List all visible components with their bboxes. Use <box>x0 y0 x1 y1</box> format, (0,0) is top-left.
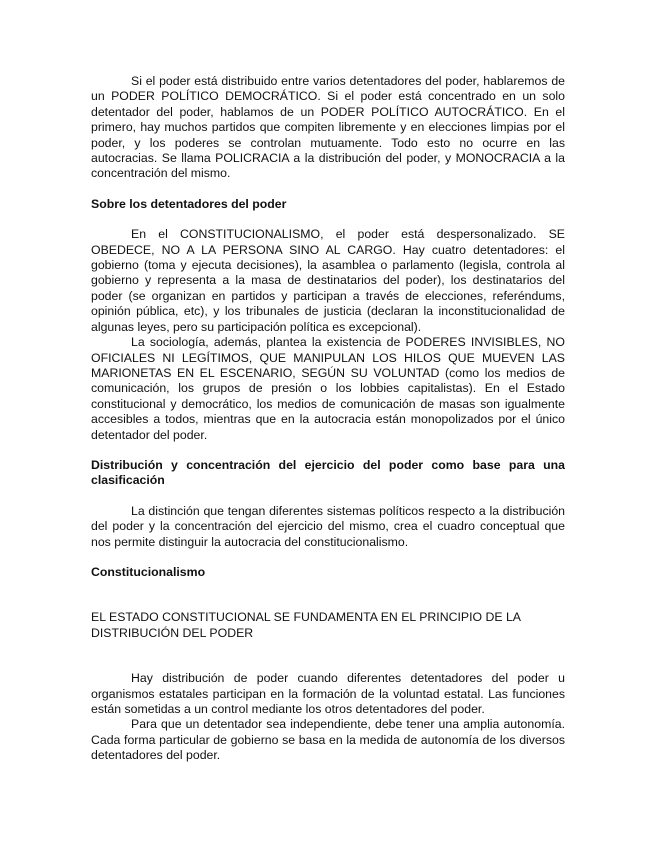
paragraph-4: La distinción que tengan diferentes sistemas políticos respecto a la distribución del poder y la concentración del ejercicio del mismo, crea el cuadro conceptual que nos permite distinguir la autocracia del constitucionalismo. <box>91 503 565 549</box>
principle-statement: EL ESTADO CONSTITUCIONAL SE FUNDAMENTA EN EL PRINCIPIO DE LA DISTRIBUCIÓN DEL PODER <box>91 610 521 640</box>
paragraph-1: Si el poder está distribuido entre varios detentadores del poder, hablaremos de un PODER POLÍTICO DEMOCRÁTICO. Si el poder está concentrado en un solo detentador del poder, hablamos de un PODER POLÍTICO AUTOCRÁTICO. En el primero, hay muchos partidos que compiten libremente y en elecciones limpias por el poder, y los poderes se controlan mutuamente. Todo esto no ocurre en las autocracias. Se llama POLICRACIA a la distribución del poder, y MONOCRACIA a la concentración del mismo. <box>91 74 565 181</box>
heading-distribucion: Distribución y concentración del ejercicio del poder como base para una clasificación <box>91 457 565 488</box>
paragraph-2: En el CONSTITUCIONALISMO, el poder está despersonalizado. SE OBEDECE, NO A LA PERSONA SINO AL CARGO. Hay cuatro detentadores: el gobierno (toma y ejecuta decisiones), la asamblea o parlamento (legisla, controla al gobierno y representa a la masa de destinatarios del poder), los destinatarios del poder (se organizan en partidos y participan a través de elecciones, referéndums, opinión pública, etc), y los tribunales de justicia (declaran la inconstitucionalidad de algunas leyes, pero su participación política es excepcional). <box>91 227 565 334</box>
paragraph-5: Hay distribución de poder cuando diferentes detentadores del poder u organismos estatales participan en la formación de la voluntad estatal. Las funciones están sometidas a un control mediante los otros detentadores del poder. <box>91 671 565 716</box>
heading-detentadores: Sobre los detentadores del poder <box>91 196 287 211</box>
paragraph-6: Para que un detentador sea independiente, debe tener una amplia autonomía. Cada forma particular de gobierno se basa en la medida de autonomía de los diversos detentadores del poder. <box>91 717 565 763</box>
heading-constitucionalismo: Constitucionalismo <box>91 564 206 579</box>
paragraph-3: La sociología, además, plantea la existencia de PODERES INVISIBLES, NO OFICIALES NI LEGÍTIMOS, QUE MANIPULAN LOS HILOS QUE MUEVEN LAS MARIONETAS EN EL ESCENARIO, SEGÚN SU VOLUNTAD (como los medios de comunicación, los grupos de presión o los lobbies capitalistas). En el Estado constitucional y democrático, los medios de comunicación de masas son igualmente accesibles a todos, mientras que en la autocracia están monopolizados por el único detentador del poder. <box>91 335 565 442</box>
document-page <box>91 74 565 764</box>
